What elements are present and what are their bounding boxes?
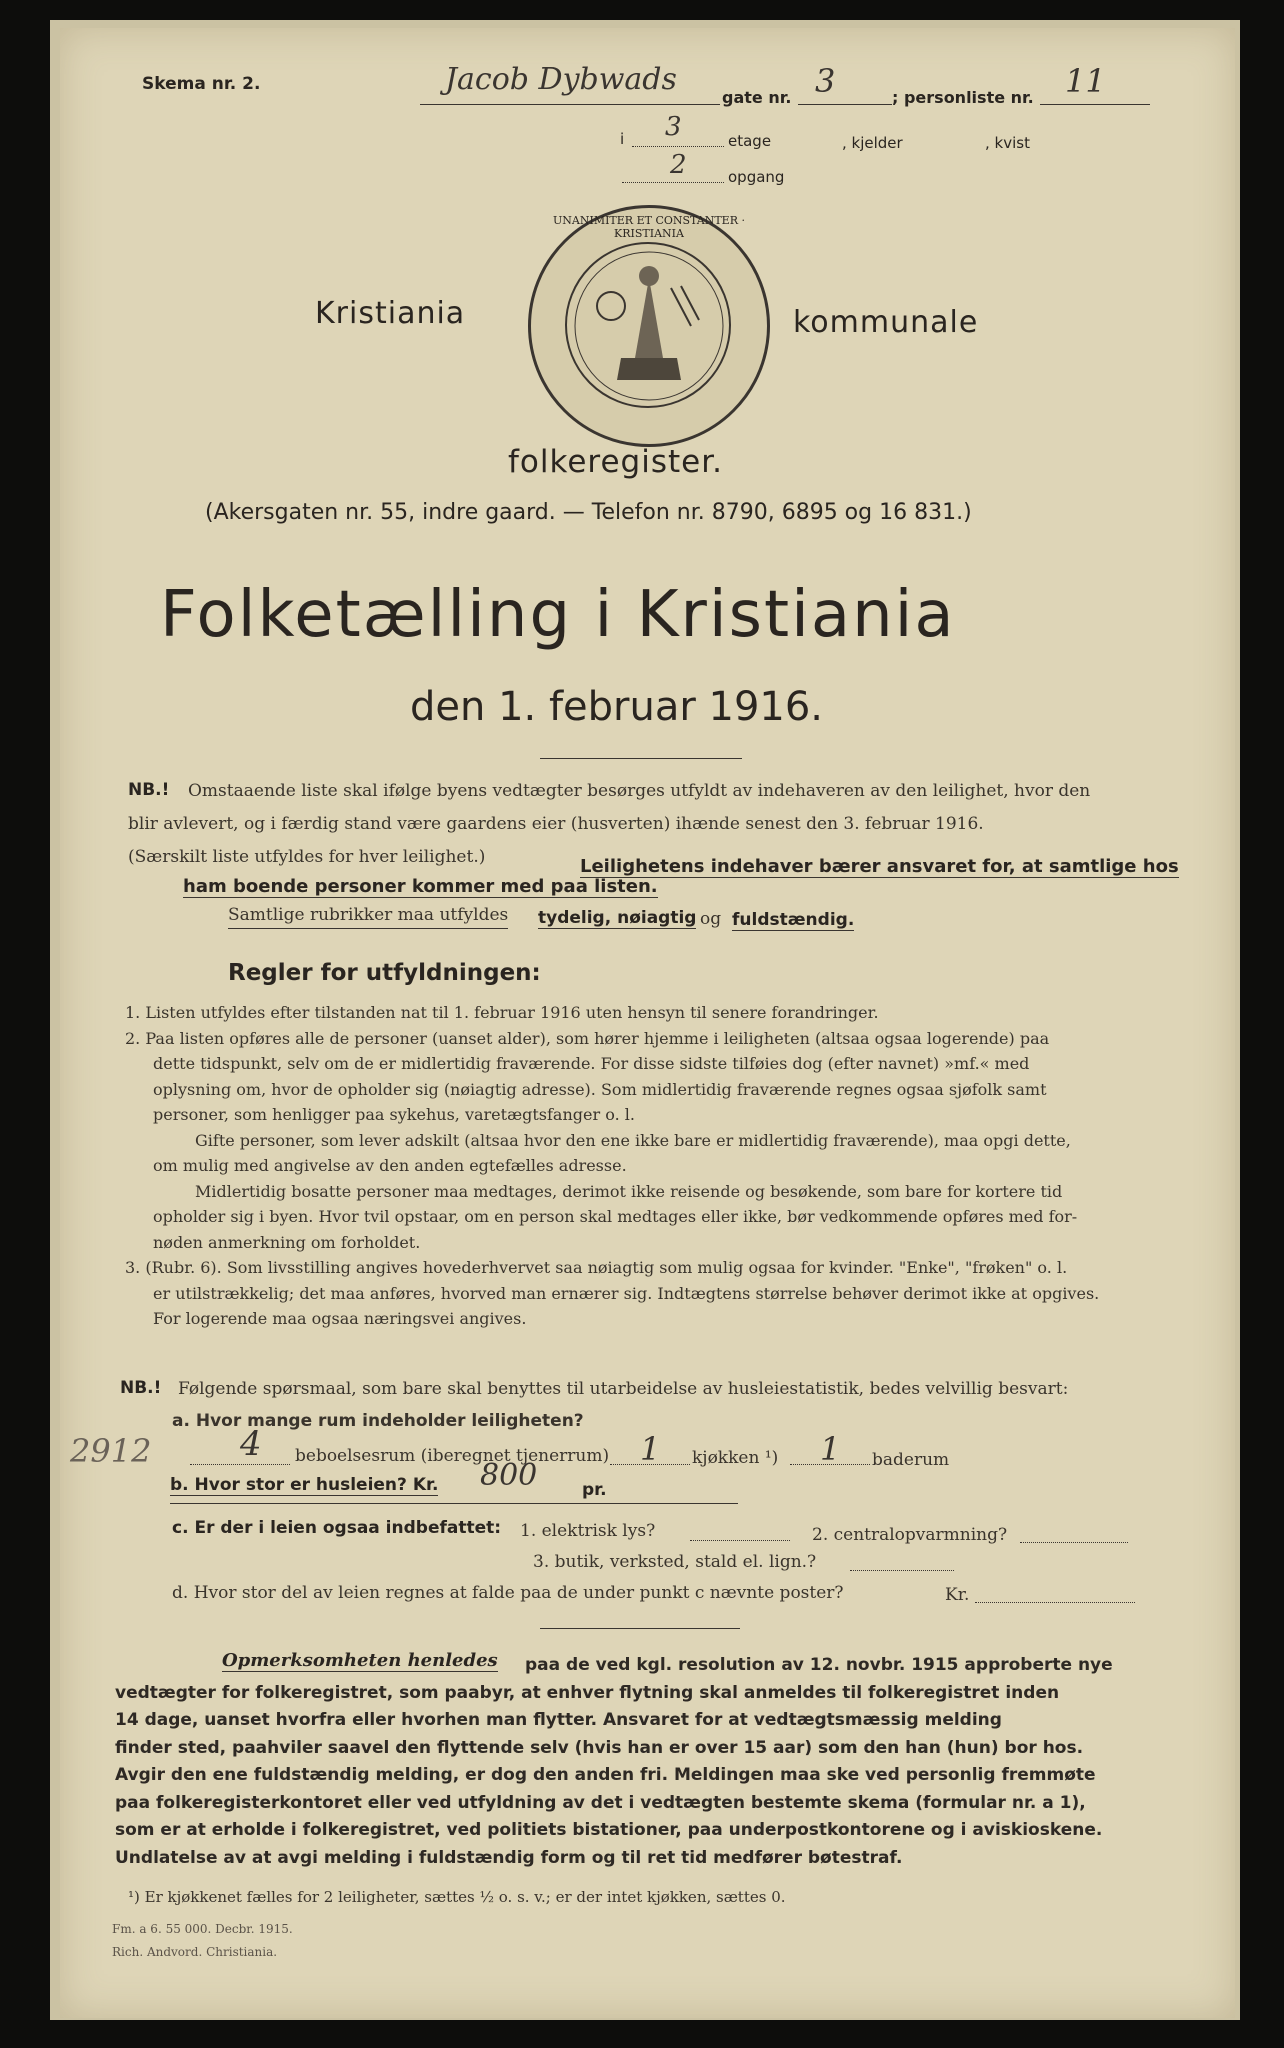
nb1-line5b: tydelig, nøiagtig bbox=[538, 908, 697, 928]
personliste-number-handwritten: 11 bbox=[1065, 62, 1106, 100]
footnote: ¹) Er kjøkkenet fælles for 2 leiligheter, sættes ½ o. s. v.; er der intet kjøkken, sættes 0. bbox=[128, 1888, 786, 1906]
nb1-label: NB.! bbox=[128, 780, 170, 800]
street-name-handwritten: Jacob Dybwads bbox=[445, 62, 677, 97]
notice-line: paa folkeregisterkontoret eller ved utfyldning av det i vedtægten bestemte skema (formular nr. a 1), bbox=[115, 1792, 1086, 1813]
rent-line bbox=[170, 1503, 738, 1504]
gate-number-handwritten: 3 bbox=[815, 62, 836, 100]
rules-heading: Regler for utfyldningen: bbox=[228, 960, 541, 986]
nb1-line4: ham boende personer kommer med paa listen. bbox=[183, 876, 658, 897]
rules-line: For logerende maa ogsaa næringsvei angives. bbox=[153, 1309, 527, 1328]
rules-line: nøden anmerkning om forholdet. bbox=[153, 1232, 421, 1252]
seal-emblem-icon bbox=[531, 208, 767, 444]
office-right-word: kommunale bbox=[793, 305, 979, 340]
nb1-line3b: Leilighetens indehaver bærer ansvaret for, at samtlige hos bbox=[580, 856, 1179, 877]
d-kr-label: Kr. bbox=[945, 1585, 970, 1605]
notice-line: Undlatelse av at avgi melding i fuldstændig form og til ret tid medfører bøtestraf. bbox=[115, 1847, 903, 1868]
opgang-line bbox=[622, 182, 724, 183]
nb2-label: NB.! bbox=[120, 1378, 162, 1398]
opgang-label: opgang bbox=[728, 168, 785, 186]
etage-line bbox=[632, 146, 724, 147]
bath-line bbox=[790, 1464, 870, 1465]
rent-handwritten: 800 bbox=[480, 1458, 538, 1493]
office-name: folkeregister. bbox=[508, 444, 723, 480]
nb1-line5c: og bbox=[700, 909, 722, 929]
c1-line bbox=[690, 1540, 790, 1541]
street-line bbox=[420, 104, 720, 105]
nb1-line5a: Samtlige rubrikker maa utfyldes bbox=[228, 902, 508, 929]
opgang-handwritten: 2 bbox=[670, 150, 687, 180]
gate-line bbox=[798, 104, 892, 105]
rules-line: personer, som henligger paa sykehus, varetægtsfanger o. l. bbox=[153, 1105, 635, 1124]
page-subtitle: den 1. februar 1916. bbox=[410, 684, 824, 730]
rules-line: 3. (Rubr. 6). Som livsstilling angives hovederhvervet saa nøiagtig som mulig ogsaa for kvinder. "Enke", "frøken" o. l. bbox=[125, 1258, 1068, 1277]
nb1-line2: blir avlevert, og i færdig stand være gaardens eier (husverten) ihænde senest den 3. februar 1916. bbox=[128, 814, 984, 834]
imprint-line1: Fm. a 6. 55 000. Decbr. 1915. bbox=[112, 1922, 293, 1936]
etage-handwritten: 3 bbox=[665, 112, 682, 142]
gate-label: gate nr. bbox=[722, 88, 792, 107]
nb1-line3a: (Særskilt liste utfyldes for hver leilighet.) bbox=[128, 847, 486, 867]
rooms-line bbox=[190, 1464, 290, 1465]
c1-label: 1. elektrisk lys? bbox=[520, 1521, 656, 1541]
title-rule bbox=[540, 758, 742, 759]
bath-handwritten: 1 bbox=[820, 1430, 841, 1468]
rules-line: dette tidspunkt, selv om de er midlertidig fraværende. For disse sidste tilføies dog (efter navnet) »mf.« med bbox=[153, 1054, 1030, 1073]
nb1-line1: Omstaaende liste skal ifølge byens vedtægter besørges utfyldt av indehaveren av den leilighet, hvor den bbox=[188, 781, 1091, 801]
rules-line: Gifte personer, som lever adskilt (altsaa hvor den ene ikke bare er midlertidig fraværende), maa opgi dette, bbox=[195, 1130, 1071, 1150]
nb1-line5d: fuldstændig. bbox=[732, 910, 855, 930]
imprint-line2: Rich. Andvord. Christiania. bbox=[112, 1945, 278, 1959]
kitchen-handwritten: 1 bbox=[640, 1430, 661, 1468]
c2-label: 2. centralopvarmning? bbox=[812, 1525, 1008, 1545]
page-title: Folketælling i Kristiania bbox=[160, 578, 956, 652]
rules-line: oplysning om, hvor de opholder sig (nøiagtig adresse). Som midlertidig fraværende regnes ogsaa sjøfolk samt bbox=[153, 1079, 1047, 1099]
rules-line: 1. Listen utfyldes efter tilstanden nat til 1. februar 1916 uten hensyn til senere forandringer. bbox=[125, 1003, 879, 1022]
notice-line: 14 dage, uanset hvorfra eller hvorhen man flytter. Ansvaret for at vedtægtsmæssig melding bbox=[115, 1710, 1002, 1730]
margin-note-handwritten: 2912 bbox=[70, 1432, 152, 1470]
nb2-question-b: b. Hvor stor er husleien? Kr. bbox=[170, 1475, 439, 1495]
personliste-line bbox=[1040, 104, 1150, 105]
d-line bbox=[975, 1602, 1135, 1603]
nb2-question-d: d. Hvor stor del av leien regnes at falde paa de under punkt c nævnte poster? bbox=[172, 1583, 844, 1603]
c3-line bbox=[850, 1570, 954, 1571]
notice-line: som er at erholde i folkeregistret, ved politiets bistationer, paa underpostkontorene og i aviskioskene. bbox=[115, 1820, 1103, 1840]
seal-legend: UNANIMITER ET CONSTANTER · KRISTIANIA bbox=[553, 214, 745, 240]
kitchen-line bbox=[610, 1464, 690, 1465]
rules-line: er utilstrækkelig; det maa anføres, hvorved man ernærer sig. Indtægtens størrelse behøver derimot ikke at opgives. bbox=[153, 1283, 1100, 1303]
bath-label: baderum bbox=[872, 1450, 950, 1470]
kristiania-seal bbox=[528, 205, 770, 447]
kvist-label: , kvist bbox=[985, 134, 1030, 152]
skema-number: Skema nr. 2. bbox=[142, 74, 261, 94]
kitchen-label: kjøkken ¹) bbox=[692, 1448, 779, 1468]
notice-line: Avgir den ene fuldstændig melding, er dog den anden fri. Meldingen maa ske ved personlig fremmøte bbox=[115, 1765, 1096, 1785]
etage-label: etage bbox=[728, 132, 772, 150]
notice-line: paa de ved kgl. resolution av 12. novbr. 1915 approberte nye bbox=[525, 1655, 1113, 1675]
rooms-label: beboelsesrum (iberegnet tjenerrum) bbox=[295, 1446, 610, 1466]
rules-line: Midlertidig bosatte personer maa medtages, derimot ikke reisende og besøkende, som bare for kortere tid bbox=[195, 1181, 1063, 1201]
nb2-intro: Følgende spørsmaal, som bare skal benyttes til utarbeidelse av husleiestatistik, bedes velvillig besvart: bbox=[178, 1379, 1069, 1399]
c2-line bbox=[1020, 1542, 1128, 1543]
c3-label: 3. butik, verksted, stald el. lign.? bbox=[533, 1552, 817, 1572]
office-address: (Akersgaten nr. 55, indre gaard. — Telefon nr. 8790, 6895 og 16 831.) bbox=[205, 500, 972, 525]
personliste-label: ; personliste nr. bbox=[892, 88, 1034, 107]
nb2-question-a: a. Hvor mange rum indeholder leiligheten? bbox=[172, 1411, 584, 1431]
i-label: i bbox=[620, 130, 625, 148]
rent-pr-label: pr. bbox=[582, 1480, 607, 1500]
notice-line: vedtægter for folkeregistret, som paabyr, at enhver flytning skal anmeldes til folkeregistret inden bbox=[115, 1682, 1060, 1703]
rules-line: 2. Paa listen opføres alle de personer (uanset alder), som hører hjemme i leiligheten (altsaa ogsaa logerende) paa bbox=[125, 1028, 1050, 1048]
section-rule bbox=[540, 1628, 740, 1629]
rules-line: opholder sig i byen. Hvor tvil opstaar, om en person skal medtages eller ikke, bør vedkommende opføres med for- bbox=[153, 1207, 1078, 1226]
nb2-question-c: c. Er der i leien ogsaa indbefattet: bbox=[172, 1518, 502, 1538]
rooms-handwritten: 4 bbox=[240, 1424, 262, 1464]
office-left-word: Kristiania bbox=[315, 296, 466, 331]
notice-line: finder sted, paahviler saavel den flyttende selv (hvis han er over 15 aar) som den han (hun) bor hos. bbox=[115, 1737, 1084, 1758]
rules-line: om mulig med angivelse av den anden egtefælles adresse. bbox=[153, 1156, 627, 1175]
kjelder-label: , kjelder bbox=[842, 134, 903, 152]
notice-heading: Opmerksomheten henledes bbox=[222, 1650, 498, 1671]
